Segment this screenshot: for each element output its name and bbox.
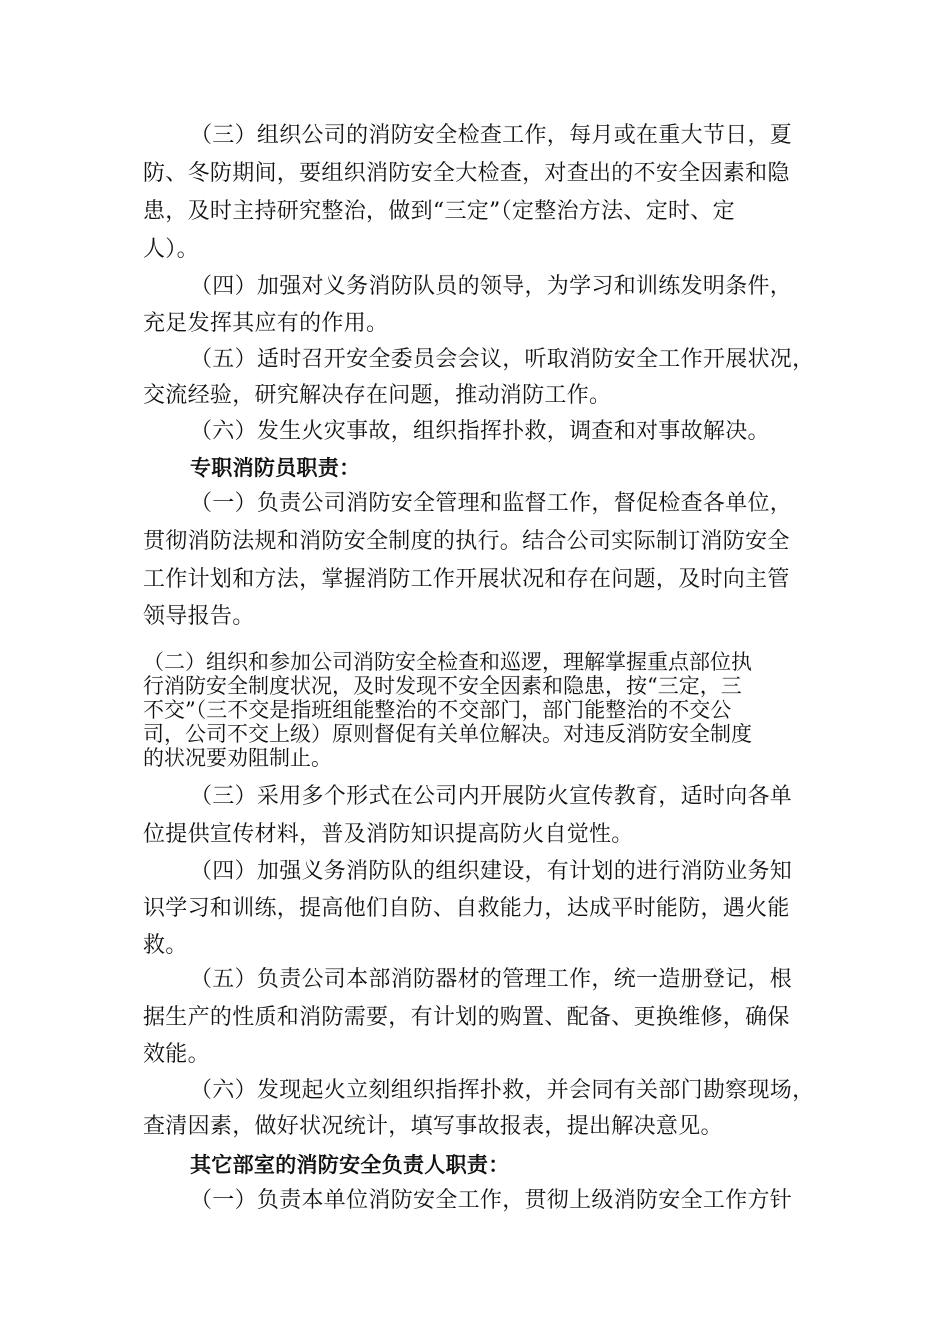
text-line: （三）采用多个形式在公司内开展防火宣传教育，适时向各单 <box>190 784 793 809</box>
text-line: 防、冬防期间，要组织消防安全大检查，对查出的不安全因素和隐 <box>143 161 790 186</box>
text-line: 救。 <box>143 933 188 958</box>
text-line: （四）加强对义务消防队员的领导，为学习和训练发明条件， <box>190 274 793 299</box>
text-line: 不交”（三不交是指班组能整治的不交部门，部门能整治的不交公 <box>143 698 732 722</box>
text-line: 领导报告。 <box>143 604 255 629</box>
text-line: 识学习和训练，提高他们自防、自救能力，达成平时能防，遇火能 <box>143 896 790 921</box>
text-line: （五）负责公司本部消防器材的管理工作，统一造册登记，根 <box>190 967 793 992</box>
text-line: 充足发挥其应有的作用。 <box>143 311 389 336</box>
text-line: 位提供宣传材料，普及消防知识提高防火自觉性。 <box>143 822 634 847</box>
text-line: 交流经验，研究解决存在问题，推动消防工作。 <box>143 383 612 408</box>
text-line: （三）组织公司的消防安全检查工作，每月或在重大节日，夏 <box>190 123 793 148</box>
text-line: 据生产的性质和消防需要，有计划的购置、配备、更换维修，确保 <box>143 1005 790 1030</box>
text-line: （五）适时召开安全委员会会议，听取消防安全工作开展状况， <box>190 347 815 372</box>
text-line: 查清因素，做好状况统计，填写事故报表，提出解决意见。 <box>143 1114 723 1139</box>
section-heading: 其它部室的消防安全负责人职责： <box>190 1153 510 1177</box>
section-heading: 专职消防员职责： <box>190 456 361 480</box>
text-line: （六）发现起火立刻组织指挥扑救，并会同有关部门勘察现场， <box>190 1078 815 1103</box>
text-line: （六）发生火灾事故，组织指挥扑救，调查和对事故解决。 <box>190 419 770 444</box>
text-line: （一）负责公司消防安全管理和监督工作，督促检查各单位， <box>190 491 793 516</box>
text-line: （四）加强义务消防队的组织建设，有计划的进行消防业务知 <box>190 859 793 884</box>
text-line: 工作计划和方法，掌握消防工作开展状况和存在问题，及时向主管 <box>143 567 790 592</box>
text-line: 患，及时主持研究整治，做到“三定”（定整治方法、定时、定 <box>143 199 735 224</box>
text-line: 效能。 <box>143 1042 210 1067</box>
text-line: 行消防安全制度状况，及时发现不安全因素和隐患，按“三定，三 <box>143 674 742 698</box>
text-line: 司，公司不交上级）原则督促有关单位解决。对违反消防安全制度 <box>143 722 752 746</box>
text-line: （一）负责本单位消防安全工作，贯彻上级消防安全工作方针 <box>190 1188 793 1213</box>
text-line: 人）。 <box>143 237 199 262</box>
text-line: 贯彻消防法规和消防安全制度的执行。结合公司实际制订消防安全 <box>143 529 790 554</box>
text-line: （二）组织和参加公司消防安全检查和巡逻，理解掌握重点部位执 <box>143 650 752 674</box>
text-line: 的状况要劝阻制止。 <box>143 746 332 770</box>
